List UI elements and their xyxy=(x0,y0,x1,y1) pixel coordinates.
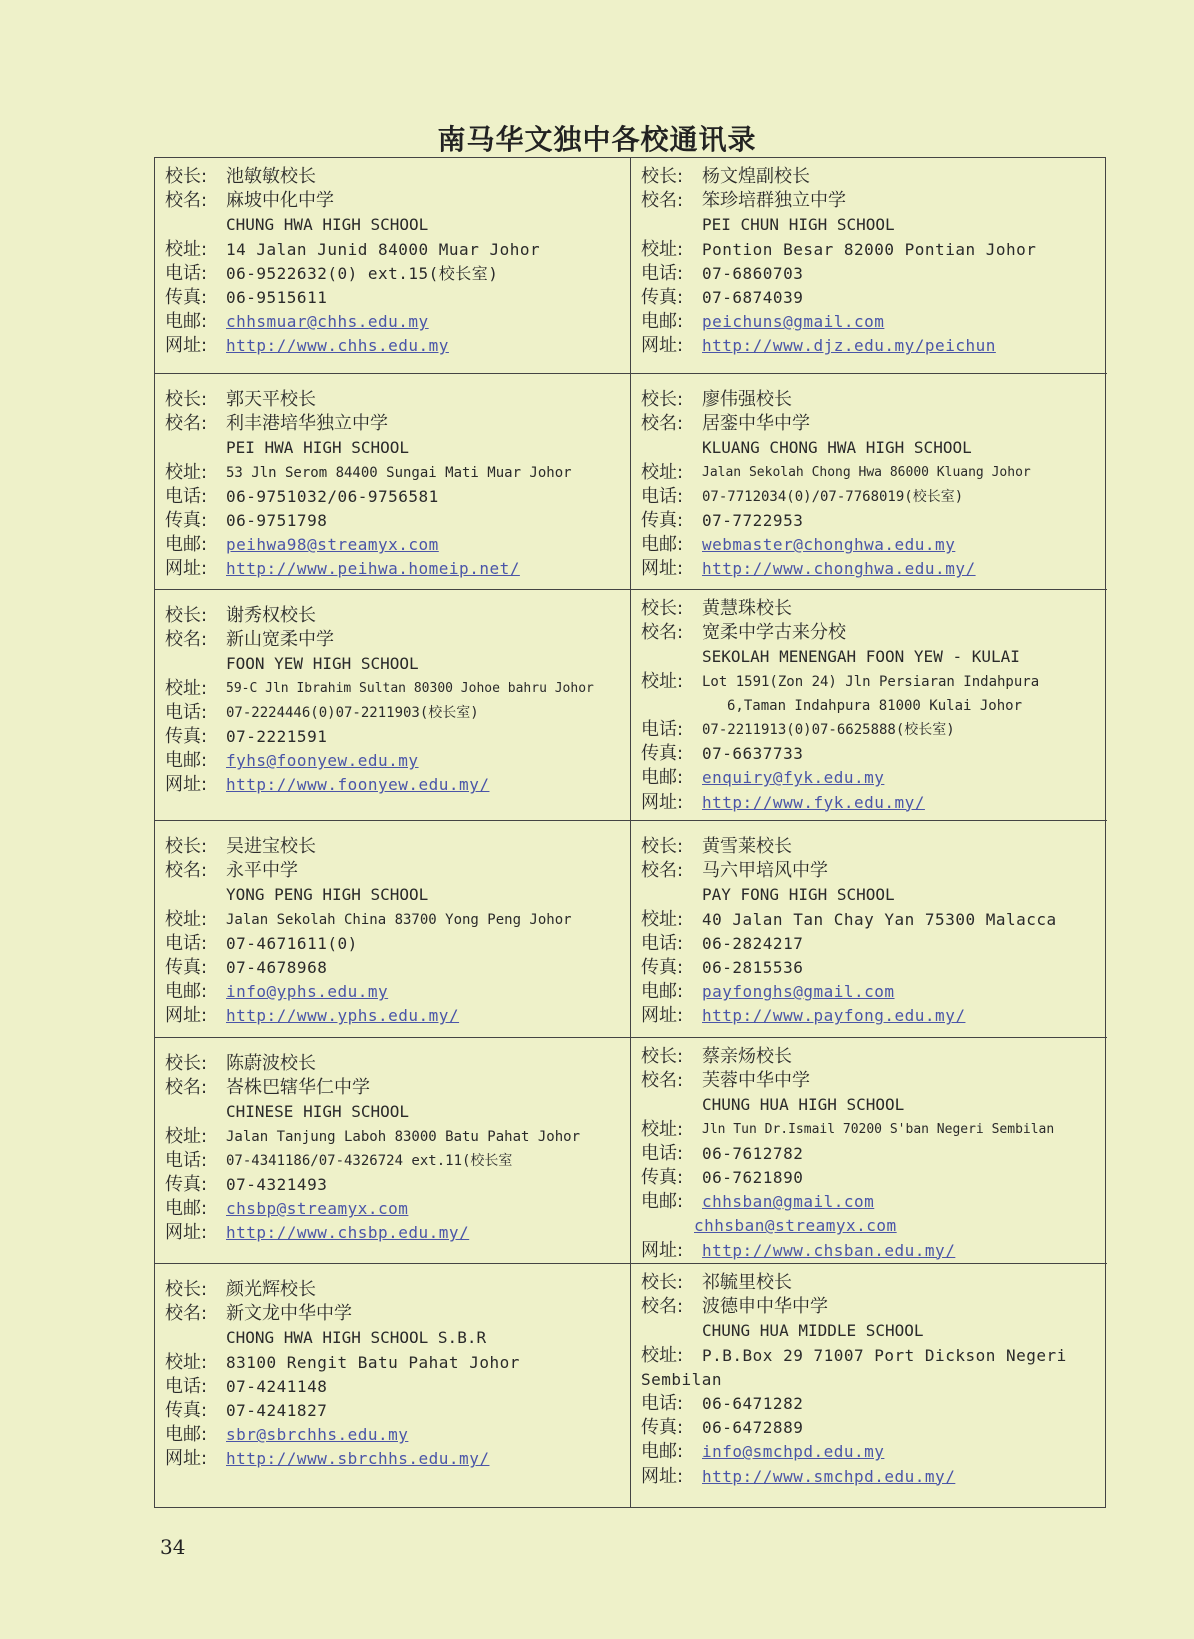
school-address: Jalan Sekolah Chong Hwa 86000 Kluang Johor xyxy=(702,464,1031,480)
school-cn-name: 新文龙中华中学 xyxy=(226,1303,352,1325)
school-fax: 06-7621890 xyxy=(702,1167,804,1187)
school-cn-name: 新山宽柔中学 xyxy=(226,629,334,651)
school-label: 校名: xyxy=(641,1070,684,1092)
school-en-name: YONG PENG HIGH SCHOOL xyxy=(226,885,429,905)
school-en-name: CHONG HWA HIGH SCHOOL S.B.R xyxy=(226,1328,487,1348)
school-en-name: CHINESE HIGH SCHOOL xyxy=(226,1102,410,1122)
website-label: 网址: xyxy=(165,558,208,580)
school-label: 校名: xyxy=(165,1303,208,1325)
school-card-chhs-muar xyxy=(155,158,631,374)
school-en-name: KLUANG CHONG HWA HIGH SCHOOL xyxy=(702,438,972,458)
school-label: 校名: xyxy=(165,190,208,212)
fax-label: 传真: xyxy=(165,725,208,747)
school-label: 校名: xyxy=(641,860,684,882)
school-cn-name: 麻坡中化中学 xyxy=(226,190,334,212)
website-label: 网址: xyxy=(165,1005,208,1027)
email-label: 电邮: xyxy=(641,1191,684,1213)
school-label: 校名: xyxy=(165,860,208,882)
school-en-name: CHUNG HUA MIDDLE SCHOOL xyxy=(702,1321,924,1341)
address-label: 校址: xyxy=(165,238,208,260)
principal-label: 校长: xyxy=(165,1279,208,1300)
phone-label: 电话: xyxy=(641,485,684,507)
school-en-name: SEKOLAH MENENGAH FOON YEW - KULAI xyxy=(702,647,1020,667)
fax-label: 传真: xyxy=(641,509,684,531)
email-link[interactable]: enquiry@fyk.edu.my xyxy=(702,768,885,788)
school-en-name: PAY FONG HIGH SCHOOL xyxy=(702,885,895,905)
principal-name: 杨文煌副校长 xyxy=(702,166,810,187)
school-address: Jln Tun Dr.Ismail 70200 S'ban Negeri Sembilan xyxy=(702,1121,1055,1137)
school-phone: 06-9751032/06-9756581 xyxy=(226,486,439,506)
school-label: 校名: xyxy=(641,190,684,212)
school-card-chinese-high-bp xyxy=(155,1038,631,1264)
principal-name: 颜光辉校长 xyxy=(226,1279,316,1300)
school-fax: 07-6637733 xyxy=(702,744,804,764)
school-card-foon-yew xyxy=(155,590,631,821)
website-link[interactable]: http://www.smchpd.edu.my/ xyxy=(702,1466,956,1486)
phone-label: 电话: xyxy=(165,1375,208,1397)
website-label: 网址: xyxy=(165,1222,208,1244)
email-link[interactable]: chsbp@streamyx.com xyxy=(226,1199,409,1219)
email-label: 电邮: xyxy=(165,311,208,333)
school-fax: 06-9515611 xyxy=(226,287,328,307)
website-link[interactable]: http://www.djz.edu.my/peichun xyxy=(702,336,996,356)
website-label: 网址: xyxy=(641,558,684,580)
school-phone: 06-2824217 xyxy=(702,933,804,953)
email-label: 电邮: xyxy=(641,311,684,333)
school-cn-name: 芙蓉中华中学 xyxy=(702,1070,810,1092)
school-en-name: PEI CHUN HIGH SCHOOL xyxy=(702,215,895,235)
phone-label: 电话: xyxy=(165,1149,208,1171)
school-cn-name: 波德申中华中学 xyxy=(702,1296,828,1318)
website-label: 网址: xyxy=(641,1239,684,1261)
address-label: 校址: xyxy=(641,908,684,930)
principal-name: 廖伟强校长 xyxy=(702,389,792,410)
address-label: 校址: xyxy=(165,1351,208,1373)
school-cn-name: 居銮中华中学 xyxy=(702,413,810,435)
email-link[interactable]: info@yphs.edu.my xyxy=(226,982,389,1002)
website-link[interactable]: http://www.payfong.edu.my/ xyxy=(702,1006,966,1026)
principal-name: 池敏敏校长 xyxy=(226,166,316,187)
principal-name: 吴进宝校长 xyxy=(226,836,316,857)
principal-label: 校长: xyxy=(165,166,208,187)
school-address: Pontion Besar 82000 Pontian Johor xyxy=(702,239,1037,259)
fax-label: 传真: xyxy=(165,509,208,531)
phone-label: 电话: xyxy=(641,932,684,954)
email-label: 电邮: xyxy=(165,534,208,556)
principal-name: 谢秀权校长 xyxy=(226,605,316,626)
school-address: Jalan Sekolah China 83700 Yong Peng Johor xyxy=(226,911,572,928)
website-link[interactable]: http://www.sbrchhs.edu.my/ xyxy=(226,1449,490,1469)
fax-label: 传真: xyxy=(641,743,684,765)
email-link-secondary[interactable]: chhsban@streamyx.com xyxy=(694,1216,897,1236)
address-label: 校址: xyxy=(165,677,208,699)
principal-label: 校长: xyxy=(641,1046,684,1067)
phone-label: 电话: xyxy=(165,485,208,507)
school-card-chung-hua-pd xyxy=(631,1264,1107,1507)
website-link[interactable]: http://www.fyk.edu.my/ xyxy=(702,792,925,812)
address-label: 校址: xyxy=(165,461,208,483)
email-link[interactable]: sbr@sbrchhs.edu.my xyxy=(226,1425,409,1445)
email-link[interactable]: payfonghs@gmail.com xyxy=(702,982,895,1002)
school-address: P.B.Box 29 71007 Port Dickson Negeri xyxy=(702,1345,1067,1365)
school-phone: 07-6860703 xyxy=(702,263,804,283)
website-link[interactable]: http://www.yphs.edu.my/ xyxy=(226,1006,460,1026)
school-fax: 06-2815536 xyxy=(702,957,804,977)
school-address: 14 Jalan Junid 84000 Muar Johor xyxy=(226,239,541,259)
email-link[interactable]: peichuns@gmail.com xyxy=(702,312,885,332)
phone-label: 电话: xyxy=(641,1142,684,1164)
school-phone: 07-7712034(0)/07-7768019(校长室) xyxy=(702,488,964,505)
school-fax: 07-7722953 xyxy=(702,510,804,530)
school-phone: 07-2211913(0)07-6625888(校长室) xyxy=(702,721,955,738)
website-link[interactable]: http://www.peihwa.homeip.net/ xyxy=(226,559,520,579)
email-label: 电邮: xyxy=(165,1424,208,1446)
address-label: 校址: xyxy=(165,1125,208,1147)
school-fax: 07-2221591 xyxy=(226,726,328,746)
principal-label: 校长: xyxy=(165,605,208,626)
fax-label: 传真: xyxy=(641,1166,684,1188)
school-card-chong-hwa-sbr xyxy=(155,1264,631,1507)
address-label: 校址: xyxy=(165,908,208,930)
school-card-pay-fong xyxy=(631,821,1107,1038)
email-label: 电邮: xyxy=(641,1441,684,1463)
school-card-yong-peng xyxy=(155,821,631,1038)
phone-label: 电话: xyxy=(641,1392,684,1414)
fax-label: 传真: xyxy=(165,1399,208,1421)
principal-label: 校长: xyxy=(641,598,684,619)
address-label: 校址: xyxy=(641,238,684,260)
principal-label: 校长: xyxy=(165,389,208,410)
school-cn-name: 宽柔中学古来分校 xyxy=(702,622,846,644)
website-label: 网址: xyxy=(165,335,208,357)
email-link[interactable]: info@smchpd.edu.my xyxy=(702,1442,885,1462)
principal-name: 陈蔚波校长 xyxy=(226,1053,316,1074)
school-address: Lot 1591(Zon 24) Jln Persiaran Indahpura xyxy=(702,673,1040,690)
school-address: Jalan Tanjung Laboh 83000 Batu Pahat Johor xyxy=(226,1128,581,1145)
website-link[interactable]: http://www.foonyew.edu.my/ xyxy=(226,775,490,795)
page-number: 34 xyxy=(160,1535,186,1559)
school-card-kluang-chong-hwa xyxy=(631,374,1107,590)
principal-label: 校长: xyxy=(165,836,208,857)
school-card-pei-hwa xyxy=(155,374,631,590)
website-label: 网址: xyxy=(641,335,684,357)
school-phone: 06-7612782 xyxy=(702,1143,804,1163)
school-fax: 06-9751798 xyxy=(226,510,328,530)
school-label: 校名: xyxy=(165,1077,208,1099)
school-phone: 07-4671611(0) xyxy=(226,933,358,953)
school-phone: 06-6471282 xyxy=(702,1393,804,1413)
email-label: 电邮: xyxy=(641,981,684,1003)
school-en-name: CHUNG HWA HIGH SCHOOL xyxy=(226,215,429,235)
address-label: 校址: xyxy=(641,1344,684,1366)
fax-label: 传真: xyxy=(165,286,208,308)
fax-label: 传真: xyxy=(165,1173,208,1195)
website-label: 网址: xyxy=(641,1005,684,1027)
school-fax: 07-6874039 xyxy=(702,287,804,307)
phone-label: 电话: xyxy=(641,718,684,740)
school-label: 校名: xyxy=(165,629,208,651)
principal-label: 校长: xyxy=(641,166,684,187)
school-address: 59-C Jln Ibrahim Sultan 80300 Johoe bahru Johor xyxy=(226,680,594,696)
principal-name: 郭天平校长 xyxy=(226,389,316,410)
school-fax: 07-4321493 xyxy=(226,1174,328,1194)
website-label: 网址: xyxy=(165,774,208,796)
school-address: 53 Jln Serom 84400 Sungai Mati Muar Johor xyxy=(226,464,572,481)
email-link[interactable]: fyhs@foonyew.edu.my xyxy=(226,751,419,771)
principal-label: 校长: xyxy=(641,836,684,857)
fax-label: 传真: xyxy=(165,956,208,978)
directory-table xyxy=(154,157,1106,1508)
phone-label: 电话: xyxy=(641,262,684,284)
email-link[interactable]: webmaster@chonghwa.edu.my xyxy=(702,535,956,555)
email-label: 电邮: xyxy=(165,981,208,1003)
school-en-name: FOON YEW HIGH SCHOOL xyxy=(226,654,419,674)
website-link[interactable]: http://www.chsban.edu.my/ xyxy=(702,1240,956,1260)
email-label: 电邮: xyxy=(641,767,684,789)
website-link[interactable]: http://www.chsbp.edu.my/ xyxy=(226,1223,470,1243)
school-address: 40 Jalan Tan Chay Yan 75300 Malacca xyxy=(702,909,1057,929)
school-en-name: CHUNG HUA HIGH SCHOOL xyxy=(702,1095,905,1115)
phone-label: 电话: xyxy=(165,932,208,954)
school-phone: 07-4341186/07-4326724 ext.11(校长室 xyxy=(226,1152,513,1169)
school-address-cont: 6,Taman Indahpura 81000 Kulai Johor xyxy=(727,697,1023,714)
school-cn-name: 笨珍培群独立中学 xyxy=(702,190,846,212)
school-en-name: PEI HWA HIGH SCHOOL xyxy=(226,438,410,458)
principal-name: 祁毓里校长 xyxy=(702,1272,792,1293)
principal-label: 校长: xyxy=(641,1272,684,1293)
website-label: 网址: xyxy=(641,791,684,813)
address-label: 校址: xyxy=(641,1118,684,1140)
principal-label: 校长: xyxy=(165,1053,208,1074)
email-label: 电邮: xyxy=(165,750,208,772)
school-card-chung-hua-seremban xyxy=(631,1038,1107,1264)
website-label: 网址: xyxy=(641,1465,684,1487)
address-label: 校址: xyxy=(641,670,684,692)
fax-label: 传真: xyxy=(641,286,684,308)
email-link[interactable]: chhsban@gmail.com xyxy=(702,1192,875,1212)
principal-name: 黄雪莱校长 xyxy=(702,836,792,857)
school-card-pei-chun xyxy=(631,158,1107,374)
school-label: 校名: xyxy=(165,413,208,435)
school-phone: 07-4241148 xyxy=(226,1376,328,1396)
principal-name: 蔡亲炀校长 xyxy=(702,1046,792,1067)
website-link[interactable]: http://www.chonghwa.edu.my/ xyxy=(702,559,976,579)
school-cn-name: 永平中学 xyxy=(226,860,298,882)
phone-label: 电话: xyxy=(165,262,208,284)
school-address-cont: Sembilan xyxy=(641,1369,723,1389)
website-label: 网址: xyxy=(165,1448,208,1470)
school-label: 校名: xyxy=(641,413,684,435)
school-phone: 06-9522632(0) ext.15(校长室) xyxy=(226,263,499,283)
school-card-foon-yew-kulai xyxy=(631,590,1107,821)
email-link[interactable]: peihwa98@streamyx.com xyxy=(226,535,439,555)
fax-label: 传真: xyxy=(641,1417,684,1439)
school-phone: 07-2224446(0)07-2211903(校长室) xyxy=(226,704,479,721)
school-label: 校名: xyxy=(641,622,684,644)
school-fax: 07-4241827 xyxy=(226,1400,328,1420)
website-link[interactable]: http://www.chhs.edu.my xyxy=(226,336,449,356)
fax-label: 传真: xyxy=(641,956,684,978)
school-label: 校名: xyxy=(641,1296,684,1318)
school-cn-name: 马六甲培风中学 xyxy=(702,860,828,882)
school-cn-name: 峇株巴辖华仁中学 xyxy=(226,1077,370,1099)
email-label: 电邮: xyxy=(641,534,684,556)
page-title: 南马华文独中各校通讯录 xyxy=(437,123,757,156)
principal-label: 校长: xyxy=(641,389,684,410)
school-fax: 07-4678968 xyxy=(226,957,328,977)
school-cn-name: 利丰港培华独立中学 xyxy=(226,413,388,435)
school-fax: 06-6472889 xyxy=(702,1418,804,1438)
email-label: 电邮: xyxy=(165,1198,208,1220)
school-address: 83100 Rengit Batu Pahat Johor xyxy=(226,1352,520,1372)
address-label: 校址: xyxy=(641,461,684,483)
phone-label: 电话: xyxy=(165,701,208,723)
email-link[interactable]: chhsmuar@chhs.edu.my xyxy=(226,312,429,332)
principal-name: 黄慧珠校长 xyxy=(702,598,792,619)
